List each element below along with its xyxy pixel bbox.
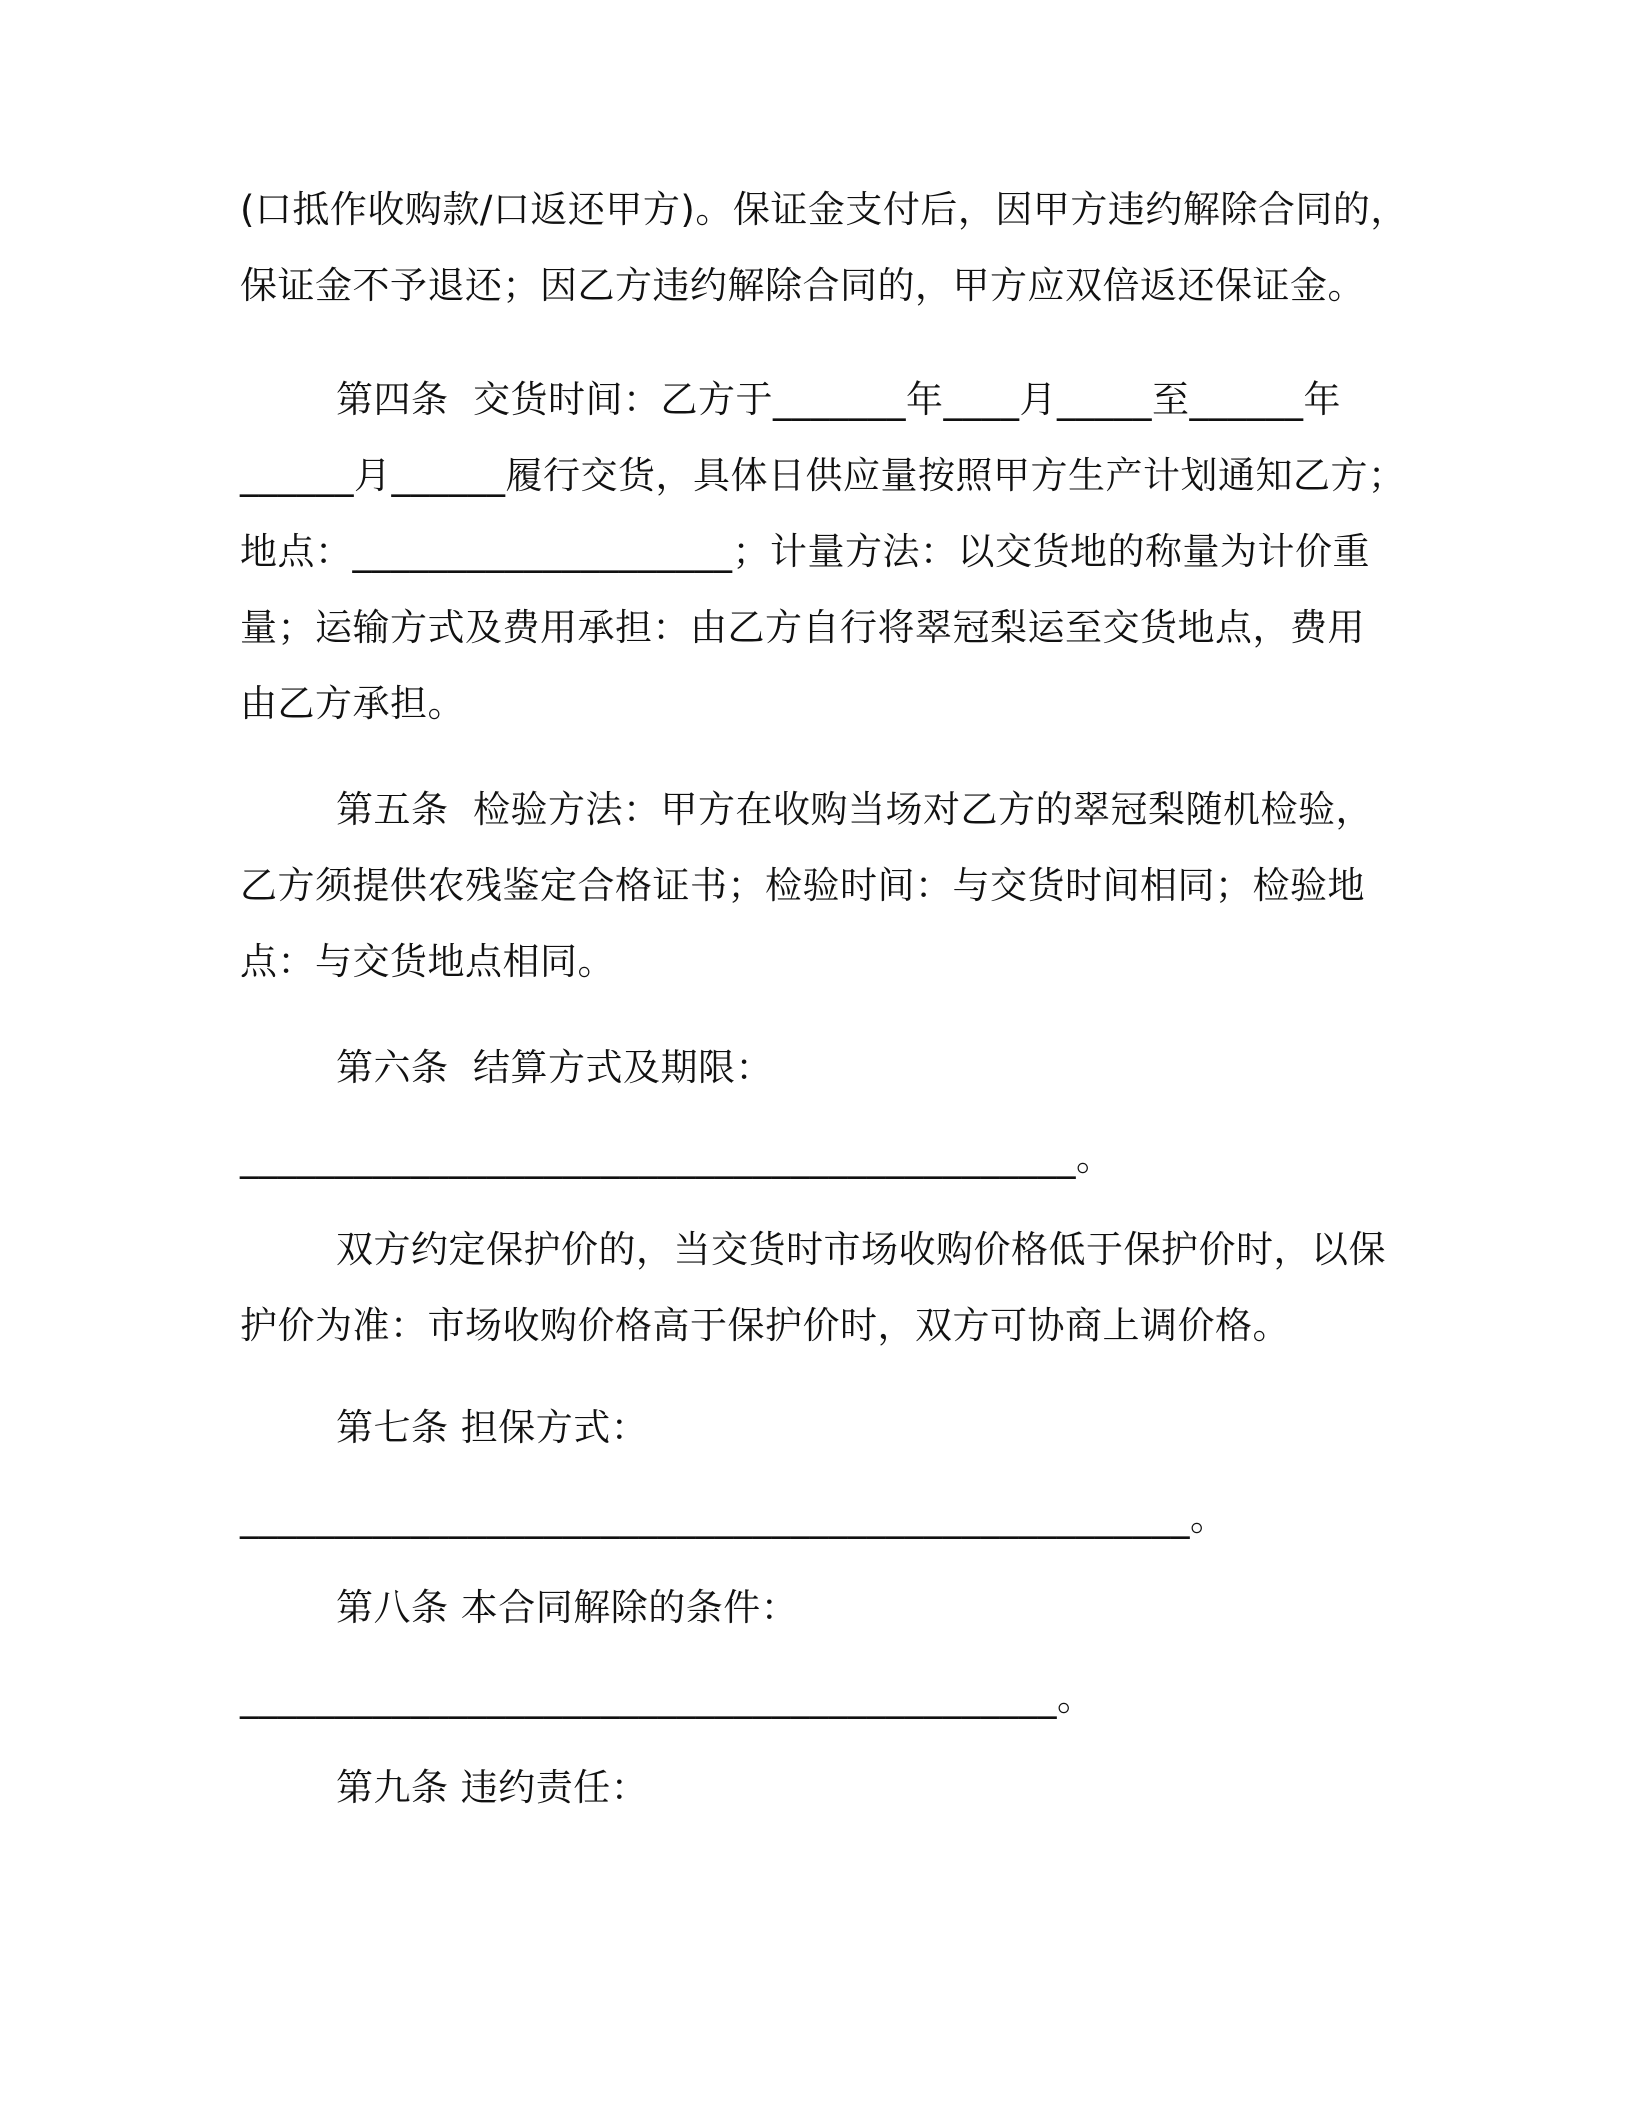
article-5-line-3: 点：与交货地点相同。 xyxy=(240,940,615,983)
article-4-heading-line: 第四条 交货时间：乙方于_______年____月_____至______年 xyxy=(336,378,1342,421)
article-5-line-2: 乙方须提供农残鉴定合格证书；检验时间：与交货时间相同；检验地 xyxy=(240,864,1365,907)
article-6-heading: 第六条 结算方式及期限： xyxy=(336,1046,774,1089)
article-4-line-3: 地点：____________________；计量方法：以交货地的称量为计价重 xyxy=(240,530,1370,573)
article-8-heading: 第八条 本合同解除的条件： xyxy=(336,1586,799,1629)
text-line-2: 保证金不予退还；因乙方违约解除合同的，甲方应双倍返还保证金。 xyxy=(240,264,1365,307)
article-9-heading: 第九条 违约责任： xyxy=(336,1766,649,1809)
article-5-heading-line: 第五条 检验方法：甲方在收购当场对乙方的翠冠梨随机检验， xyxy=(336,788,1374,831)
article-6-blank-line: ____________________________________________。 xyxy=(240,1136,1114,1179)
protection-price-line-1: 双方约定保护价的，当交货时市场收购价格低于保护价时，以保 xyxy=(336,1228,1386,1271)
article-7-blank-line: __________________________________________________。 xyxy=(240,1496,1228,1539)
text-line-1: (口抵作收购款/口返还甲方)。保证金支付后，因甲方违约解除合同的， xyxy=(240,188,1408,231)
article-4-line-2: ______月______履行交货，具体日供应量按照甲方生产计划通知乙方； xyxy=(240,454,1406,497)
protection-price-line-2: 护价为准：市场收购价格高于保护价时，双方可协商上调价格。 xyxy=(240,1304,1290,1347)
article-8-blank-line: ___________________________________________。 xyxy=(240,1676,1095,1719)
article-4-line-4: 量；运输方式及费用承担：由乙方自行将翠冠梨运至交货地点，费用 xyxy=(240,606,1365,649)
article-7-heading: 第七条 担保方式： xyxy=(336,1406,649,1449)
article-4-line-5: 由乙方承担。 xyxy=(240,682,465,725)
